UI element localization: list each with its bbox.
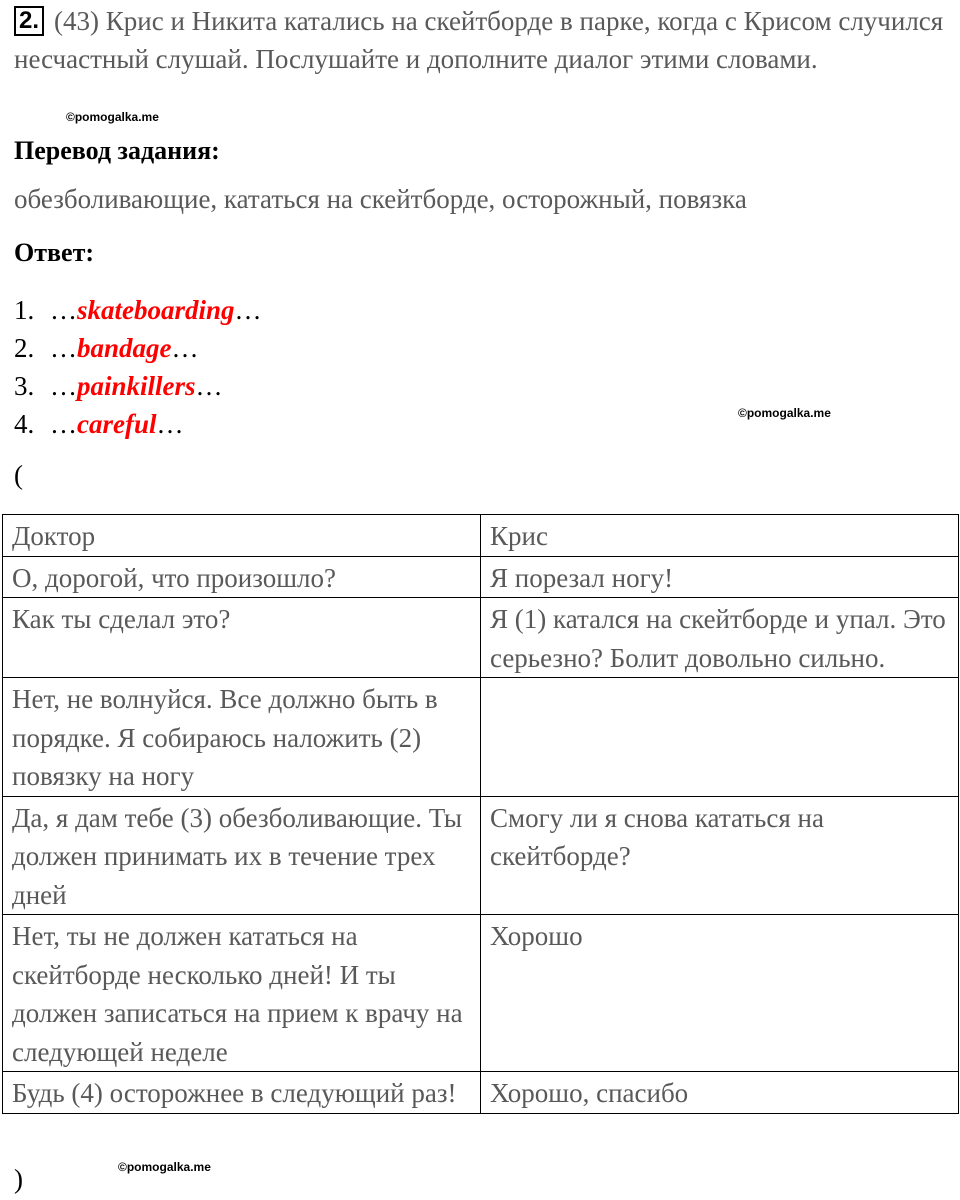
- answer-word: painkillers: [77, 371, 196, 401]
- answer-suffix: …: [156, 409, 184, 439]
- chris-line: Я порезал ногу!: [481, 556, 959, 598]
- task-description: (43) Крис и Никита катались на скейтборде в парке, когда с Крисом случился несчастный слушай. Послушайте и дополните диалог этими словами.: [14, 6, 944, 74]
- header-doctor: Доктор: [3, 515, 481, 557]
- answer-prefix: …: [50, 333, 77, 363]
- answer-item: [14, 291, 262, 329]
- doctor-line: О, дорогой, что произошло?: [3, 556, 481, 598]
- watermark: ©pomogalka.me: [118, 1160, 211, 1174]
- doctor-line: Нет, не волнуйся. Все должно быть в порядке. Я собираюсь наложить (2) повязку на ногу: [3, 678, 481, 797]
- table-row: [3, 678, 959, 797]
- answer-number: 3.: [14, 371, 35, 401]
- dialog-table: [2, 514, 959, 1114]
- chris-line: [481, 678, 959, 797]
- doctor-line: Как ты сделал это?: [3, 598, 481, 678]
- chris-line: Я (1) катался на скейтборде и упал. Это серьезно? Болит довольно сильно.: [481, 598, 959, 678]
- task-text: [14, 2, 944, 78]
- answer-number: 1.: [14, 295, 35, 325]
- translation-words: обезболивающие, кататься на скейтборде, осторожный, повязка: [14, 184, 747, 214]
- table-row: [3, 1072, 959, 1114]
- table-row: [3, 556, 959, 598]
- answer-item: [14, 405, 262, 443]
- chris-line: Хорошо, спасибо: [481, 1072, 959, 1114]
- header-chris: Крис: [481, 515, 959, 557]
- task-number: 2.: [14, 6, 44, 36]
- open-parenthesis: (: [14, 460, 23, 490]
- answer-suffix: …: [171, 333, 199, 363]
- watermark: ©pomogalka.me: [66, 110, 159, 124]
- table-row: [3, 796, 959, 915]
- answer-heading: Ответ:: [14, 238, 95, 267]
- table-row: [3, 598, 959, 678]
- answer-prefix: …: [50, 409, 77, 439]
- table-row: [3, 915, 959, 1072]
- translation-heading: Перевод задания:: [14, 136, 220, 165]
- doctor-line: Будь (4) осторожнее в следующий раз!: [3, 1072, 481, 1114]
- answer-word: skateboarding: [77, 295, 235, 325]
- answer-suffix: …: [195, 371, 223, 401]
- answer-prefix: …: [50, 371, 77, 401]
- answer-word: bandage: [77, 333, 172, 363]
- answer-list: [14, 291, 262, 443]
- answer-prefix: …: [50, 295, 77, 325]
- chris-line: Смогу ли я снова кататься на скейтборде?: [481, 796, 959, 915]
- answer-number: 4.: [14, 409, 35, 439]
- close-parenthesis: ): [14, 1164, 23, 1194]
- doctor-line: Да, я дам тебе (3) обезболивающие. Ты должен принимать их в течение трех дней: [3, 796, 481, 915]
- answer-number: 2.: [14, 333, 35, 363]
- answer-item: [14, 367, 262, 405]
- answer-item: [14, 329, 262, 367]
- doctor-line: Нет, ты не должен кататься на скейтборде несколько дней! И ты должен записаться на прием к врачу на следующей неделе: [3, 915, 481, 1072]
- answer-suffix: …: [234, 295, 262, 325]
- chris-line: Хорошо: [481, 915, 959, 1072]
- table-header-row: [3, 515, 959, 557]
- answer-word: careful: [77, 409, 157, 439]
- watermark: ©pomogalka.me: [738, 406, 831, 420]
